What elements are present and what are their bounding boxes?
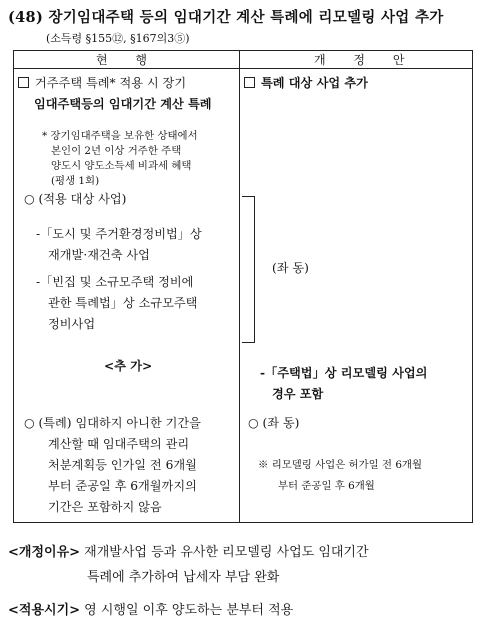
special-line5: 기간은 포함하지 않음 [48,500,162,514]
reason-line1: 재개발사업 등과 유사한 리모델링 사업도 임대기간 [84,545,369,560]
added-marker: <추 가> [104,359,153,373]
scope-heading: ○ (적용 대상 사업) [24,192,127,206]
revised-same1: (좌 동) [272,261,309,275]
revised-same2: ○ (좌 동) [248,416,300,430]
remodel-line2: 경우 포함 [272,387,324,401]
current-note-line2: 본인이 2년 이상 거주한 주택 [51,145,182,157]
current-note-line3: 양도시 양도소득세 비과세 혜택 [51,160,192,172]
reason-row [8,541,369,560]
scope2-line1: -「빈집 및 소규모주택 정비에 [36,275,194,289]
effective-row [8,599,293,618]
revised-note-line2: 부터 준공일 후 6개월 [278,480,375,492]
revised-item-text: 특례 대상 사업 추가 [261,76,368,90]
scope2-line3: 정비사업 [48,317,96,331]
table-header [14,51,472,69]
special-line3: 처분계획등 인가일 전 6개월 [48,458,197,472]
remodel-line1: -「주택법」상 리모델링 사업의 [260,366,428,380]
comparison-table [13,50,473,523]
special-line4: 부터 준공일 후 6개월까지의 [48,479,197,493]
document-title: (48) 장기임대주택 등의 임대기간 계산 특례에 리모델링 사업 추가 [8,9,444,26]
reason-label: <개정이유> [8,545,81,560]
current-note-line4: (평생 1회) [51,175,100,187]
checkbox-icon [18,77,29,88]
current-note-line1: * 장기임대주택을 보유한 상태에서 [42,130,198,142]
effective-label: <적용시기> [8,603,81,618]
special-line1: ○ (특례) 임대하지 아니한 기간을 [24,416,201,430]
current-item-line2: 임대주택등의 임대기간 계산 특례 [34,97,212,111]
effective-text: 영 시행일 이후 양도하는 분부터 적용 [84,603,294,618]
revised-note-line1: ※ 리모델링 사업은 허가일 전 6개월 [258,459,422,471]
checkbox-icon [244,77,255,88]
header-current: 현 행 [96,53,159,67]
scope1-line1: -「도시 및 주거환경정비법」상 [36,227,202,241]
current-item-line1: 거주주택 특례* 적용 시 장기 [35,76,187,90]
legal-reference: (소득령 §155⑫, §167의3⑤) [46,32,190,45]
current-item [18,73,186,94]
revised-item [244,73,368,94]
scope1-line2: 재개발·재건축 사업 [48,248,150,262]
scope2-line2: 관한 특례법」상 소규모주택 [48,296,198,310]
reason-line2: 특례에 추가하여 납세자 부담 완화 [87,570,280,585]
special-line2: 계산할 때 임대주택의 관리 [48,437,190,451]
bracket [242,196,255,343]
header-revised: 개 정 안 [314,53,417,67]
column-divider [239,51,240,522]
